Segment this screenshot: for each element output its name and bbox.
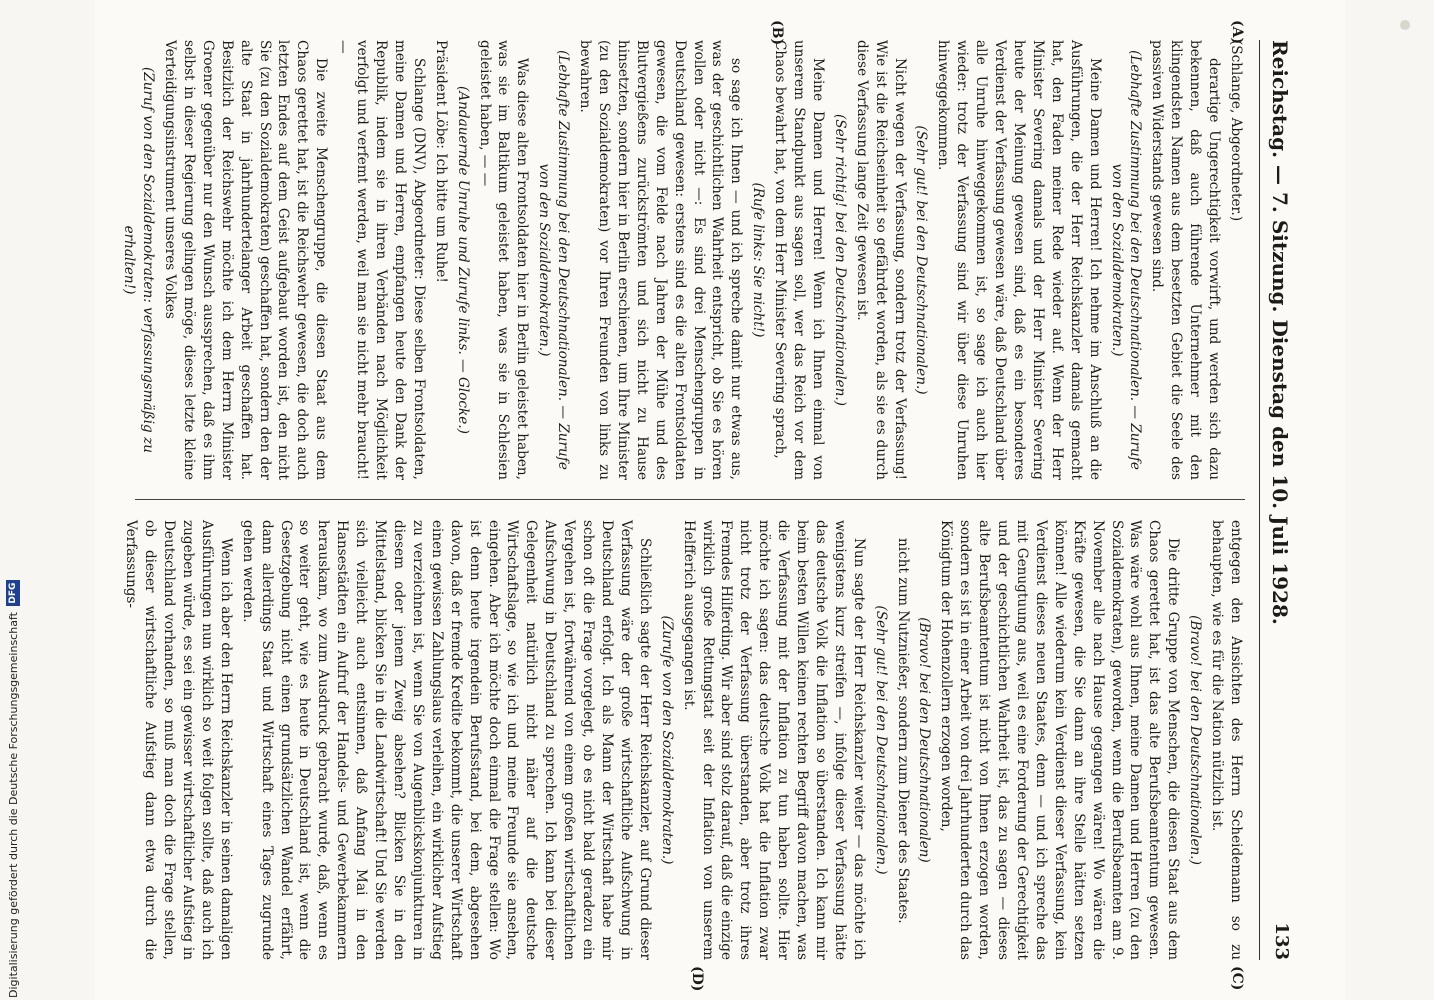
- margin-mark-b: (B): [769, 20, 785, 46]
- interjection: (Rufe links: Sie nicht!): [750, 182, 767, 338]
- paragraph: so sage ich Ihnen — und ich spreche damit nur etwas aus, was der geschichtlichen Wahrheit entspricht, ob Sie es hören wollen oder nicht —: Es sind drei Menschengruppen in Deutschland gewesen: erstens sind es die alten Frontsoldaten gewesen, die vom Felde nach Jahren der Mühe und des Blutvergießens zurückströmten und sich nicht zu Hause hinsetzten, sondern hier in Berlin erschienen, um Ihre Minister (zu den Sozialdemokraten) vor Ihren Freunden von links zu bewahren.: [577, 40, 745, 480]
- paragraph: Wenn ich aber den Herrn Reichskanzler in seinen damaligen Ausführungen nun wirklich so weit folgen sollte, daß auch ich zugeben würde, es sei ein gewisser wirtschaftlicher Aufstieg in Deutschland vorhanden, so muß man doch die Frage stellen, ob dieser wirtschaftliche Aufstieg dann etwa durch die Verfassungs-: [123, 520, 234, 960]
- paragraph: Die dritte Gruppe von Menschen, die diesen Staat aus dem Chaos gerettet hat, ist das alte Berufsbeamtentum gewesen. Was wäre wohl aus Ihnen, meine Damen und Herren (zu den Sozialdemokraten), geworden, wenn die Berufsbeamten am 9. November alle nach Hause gegangen wären! Wo wären die Kräfte gewesen, die Sie dann an ihre Stelle hätten setzen können! Alle wiederum kein Verdienst dieser Verfassung, kein Verdienst dieses neuen Staates, denn — und ich spreche das mit Genugtuung aus, weil es eine Forderung der Gerechtigkeit und der geschichtlichen Wahrheit ist, das zu sagen — dieses alte Berufsbeamtentum ist nicht von Ihnen erzogen worden, sondern es ist in einer Arbeit von drei Jahrhunderten durch das Königtum der Hohenzollern erzogen worden,: [938, 520, 1182, 960]
- right-text-column: [123, 520, 1245, 960]
- paragraph: nicht zum Nutznießer, sondern zum Diener des Staates.: [894, 538, 911, 924]
- interjection: (Sehr gut! bei den Deutschnationalen.): [913, 125, 930, 395]
- paragraph: Schließlich sagte der Herr Reichskanzler, auf Grund dieser Verfassung wäre der große wirtschaftliche Aufschwung in Deutschland erfolgt. Ich als Mann der Wirtschaft habe mir schon oft die Frage vorgelegt, ob es nicht bald geradezu ein Vergehen ist, fortwährend von einem großen wirtschaftlichen Aufschwung in Deutschland zu sprechen. Ich kann bei dieser Gelegenheit natürlich nicht näher auf die deutsche Wirtschaftslage, so wie ich und meine Freunde sie ansehen, eingehen. Aber ich möchte doch einmal die Frage stellen: Wo ist denn heute irgendein Berufsstand, bei dem, abgesehen davon, daß er fremde Kredite bekommt, die unserer Wirtschaft einen gewissen Zahlungslaus verleihen, ein wirklicher Aufstieg zu verzeichnen ist, wenn Sie von Augenblickskonjunkturen in diesem oder jenem Zweig absehen? Blicken Sie in den Mittelstand, blicken Sie in die Landwirtschaft! Und Sie werden sich vielleicht auch entsinnen, daß Anfang Mai in den Hansestädten ein Aufruf der Handels- und Gewerbekammern herauskam, wo zum Ausdruck gebracht wurde, daß, wenn es so weiter geht, wie es heute in Deutschland ist, wenn die Gesetzgebung nicht einen grundsätzlichen Wandel erfährt, dann allerdings Staat und Wirtschaft eines Tages zugrunde gehen werden.: [239, 520, 653, 960]
- paragraph: entgegen den Ansichten des Herrn Scheidemann so zu behaupten, wie es für die Nation nützlich ist.: [1209, 520, 1244, 960]
- page-number: 133: [1271, 922, 1292, 960]
- interjection: (Sehr richtig! bei den Deutschnationalen.): [831, 114, 848, 406]
- left-text-column: [121, 40, 1245, 480]
- president-remark: Präsident Löbe: Ich bitte um Ruhe!: [432, 40, 449, 283]
- margin-mark-c: (C): [1229, 966, 1245, 991]
- interjection: (Sehr gut! bei den Deutschnationalen.): [872, 605, 889, 875]
- paragraph: Nun sagte der Herr Reichskanzler weiter — das möchte ich wenigstens kurz streifen —, infolge dieser Verfassung hätte das deutsche Volk die Inflation so überstanden. Ich kann mir beim besten Willen keinen rechten Begriff davon machen, was die Verfassung mit der Inflation zu tun haben sollte. Hier möchte ich sagen: das deutsche Volk hat die Inflation zwar nicht trotz der Verfassung überstanden, aber trotz ihres Fremdes Hilferding. Wir aber sind stolz darauf, daß die einzige wirklich große Rettungstat seit der Inflation von unserem Helfferich ausgegangen ist.: [680, 520, 867, 960]
- digitization-credit: [2, 0, 24, 998]
- interjection: (Bravo! bei den Deutschnationalen.): [1187, 615, 1204, 865]
- dfg-logo: DFG: [6, 580, 20, 606]
- interjection: (Zurufe von den Sozialdemokraten.): [658, 615, 675, 865]
- paragraph: derartige Ungerechtigkeit vorwirft, und werden sich dazu bekennen, daß auch führende Unternehmer mit den klingendsten Namen aus dem besetzten Gebiet die Seele des passiven Widerstands gewesen sind.: [1149, 40, 1223, 480]
- paragraph: Schlange (DNV), Abgeordneter: Diese selben Frontsoldaten, meine Damen und Herren, empfangen heute den Dank der Republik, indem sie in ihren Verbänden nach Möglichkeit verfolgt und verfemt werden, weil man sie nicht mehr braucht! —: [335, 40, 427, 480]
- interjection: (Andauernde Unruhe und Zurufe links. — Glocke.): [454, 86, 471, 434]
- interjection: (Bravo! bei den Deutschnationalen): [916, 617, 933, 863]
- scan-blemish: [1400, 20, 1410, 30]
- column-divider: [135, 499, 1245, 500]
- paragraph: Was diese alten Frontsoldaten hier in Berlin geleistet haben, was sie im Baltikum geleistet haben, was sie in Schlesien geleistet haben, — —: [476, 40, 531, 480]
- speaker-heading: (Schlange, Abgeordneter.): [1228, 40, 1244, 222]
- interjection: (Lebhafte Zustimmung bei den Deutschnationalen. — Zurufe von den Sozialdemokraten.): [536, 50, 572, 470]
- paragraph: Nicht wegen der Verfassung, sondern trotz der Verfassung! Wie ist die Reichseinheit so gefährdet worden, als sie es durch diese Verfassung lange Zeit gewesen ist.: [853, 40, 908, 480]
- paragraph: Die zweite Menschengruppe, die diesen Staat aus dem Chaos gerettet hat, ist die Reichswehr gewesen, die doch auch letzten Endes auf dem Geist aufgebaut worden ist, den nicht Sie (zu den Sozialdemokraten) geschaffen hat, sondern den der alte Staat in jahrhundertelanger Arbeit geschaffen hat. Besitzlich der Reichswehr möchte ich dem Herrn Minister Groener gegenüber nur den Wunsch aussprechen, daß es ihm selbst in dieser Regierung gelingen möge, dieses letzte kleine Verteidigungsinstrument unseres Volkes: [162, 40, 330, 480]
- running-header: [1259, 40, 1300, 960]
- credit-text: Digitalisierung gefördert durch die Deutsche Forschungsgemeinschaft: [6, 612, 20, 998]
- interjection: (Lebhafte Zustimmung bei den Deutschnationalen. — Zurufe von den Sozialdemokraten.): [1108, 50, 1144, 470]
- margin-mark-a: (A): [1229, 20, 1245, 45]
- rotated-print-sheet: [95, 0, 1345, 1000]
- interjection: (Zuruf von den Sozialdemokraten: verfassungsmäßig zu erhalten!): [121, 66, 157, 453]
- header-title: Reichstag. — 7. Sitzung. Dienstag den 10. Juli 1928.: [1268, 40, 1292, 625]
- margin-mark-d: (D): [689, 966, 705, 992]
- paragraph: Meine Damen und Herren! Wenn ich Ihnen einmal von unserem Standpunkt aus sagen soll, wer das Reich vor dem Chaos bewahrt hat, von dem Herr Minister Severing sprach,: [772, 40, 826, 480]
- paragraph: Meine Damen und Herren! Ich nehme im Anschluß an die Ausführungen, die der Herr Reichskanzler damals gemacht hat, den Faden meiner Rede wieder auf. Wenn der Herr Minister Severing damals und der Herr Minister Severing heute der Meinung gewesen sind, daß es ein besonderes Verdienst der Verfassung gewesen wäre, daß Deutschland über alle Unruhe hinweggekommen ist, so sage ich auch hier wieder: trotz der Verfassung sind wir über diese Unruhen hinweggekommen.: [935, 40, 1103, 480]
